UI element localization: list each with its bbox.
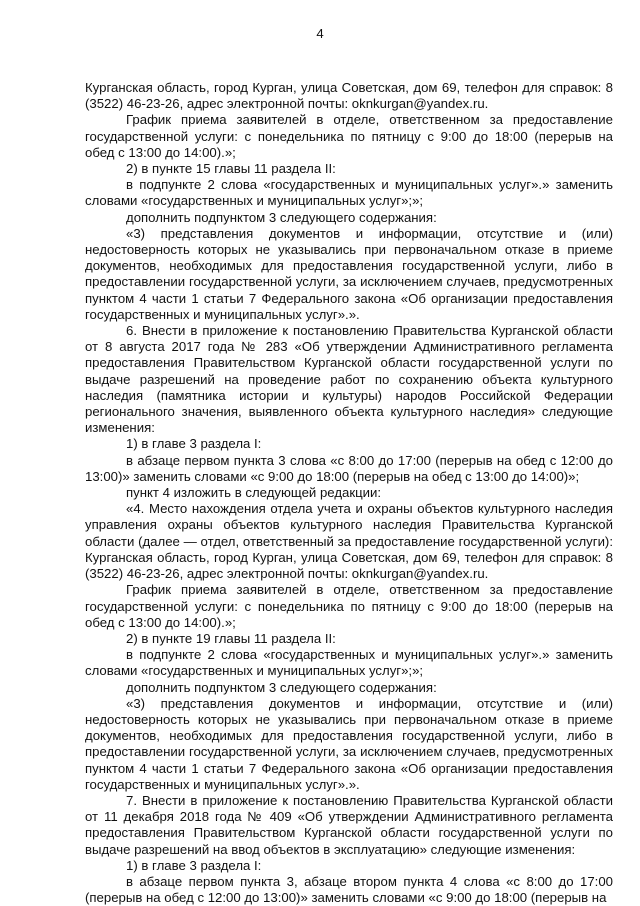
paragraph: 2) в пункте 15 главы 11 раздела II: [126,161,336,177]
paragraph: в абзаце первом пункта 3 слова «с 8:00 до 17:00 (перерыв на обед с 12:00 до 13:00)» заменить словами «с 9:00 до 18:00 (перерыв на обед с 13:00 до 14:00)»; [85,452,613,484]
paragraph: дополнить подпунктом 3 следующего содержания: [126,209,437,225]
paragraph: пункт 4 изложить в следующей редакции: [126,485,382,501]
paragraph: «3) представления документов и информации, отсутствие и (или) недостоверность которых не указывались при первоначальном отказе в приеме документов, необходимых для предоставления государственной услуги, либо в предоставлении государственной услуги, за исключением случаев, предусмотренных пунктом 4 части 1 статьи 7 Федерального закона «Об организации предоставления государственных и муниципальных услуг».». [85,225,613,322]
paragraph: «4. Место нахождения отдела учета и охраны объектов культурного наследия управления охраны объектов культурного наследия Правительства Курганской области (далее — отдел, ответственный за предоставление государственной услуги): Курганская область, город Курган, улица Советская, дом 69, телефон для справок: 8 (3522) 46-23-26, адрес электронной почты: oknkurgan@yandex.ru. [85,501,613,582]
document-body [85,80,613,906]
paragraph: График приема заявителей в отделе, ответственном за предоставление государственной услуги: с понедельника по пятницу с 9:00 до 18:00 (перерыв на обед с 13:00 до 14:00).»; [85,582,613,630]
paragraph: 6. Внести в приложение к постановлению Правительства Курганской области от 8 августа 2017 года № 283 «Об утверждении Административного регламента предоставления Правительством Курганской области государственной услуги по выдаче разрешений на проведение работ по сохранению объекта культурного наследия (памятника истории и культуры) народов Российской Федерации регионального значения, выявленного объекта культурного наследия» следующие изменения: [85,323,613,436]
paragraph: в абзаце первом пункта 3, абзаце втором пункта 4 слова «с 8:00 до 17:00 (перерыв на обед с 12:00 до 13:00)» заменить словами «с 9:00 до 18:00 (перерыв на [85,873,613,906]
paragraph: Курганская область, город Курган, улица Советская, дом 69, телефон для справок: 8 (3522) 46-23-26, адрес электронной почты: oknkurgan@yandex.ru. [85,80,613,112]
paragraph: График приема заявителей в отделе, ответственном за предоставление государственной услуги: с понедельника по пятницу с 9:00 до 18:00 (перерыв на обед с 13:00 до 14:00).»; [85,112,613,160]
paragraph: «3) представления документов и информации, отсутствие и (или) недостоверность которых не указывались при первоначальном отказе в приеме документов, необходимых для предоставления государственной услуги, либо в предоставлении государственной услуги, за исключением случаев, предусмотренных пунктом 4 части 1 статьи 7 Федерального закона «Об организации предоставления государственных и муниципальных услуг».». [85,695,613,792]
paragraph: в подпункте 2 слова «государственных и муниципальных услуг».» заменить словами «государственных и муниципальных услуг»;»; [85,647,613,679]
paragraph: в подпункте 2 слова «государственных и муниципальных услуг».» заменить словами «государственных и муниципальных услуг»;»; [85,177,613,209]
paragraph: дополнить подпунктом 3 следующего содержания: [126,679,437,695]
paragraph: 2) в пункте 19 главы 11 раздела II: [126,630,336,646]
paragraph: 1) в главе 3 раздела I: [126,436,262,452]
paragraph: 7. Внести в приложение к постановлению Правительства Курганской области от 11 декабря 2018 года № 409 «Об утверждении Административного регламента предоставления Правительством Курганской области государственной услуги по выдаче разрешений на ввод объектов в эксплуатацию» следующие изменения: [85,792,613,857]
page-number: 4 [316,26,324,41]
paragraph: 1) в главе 3 раздела I: [126,857,262,873]
